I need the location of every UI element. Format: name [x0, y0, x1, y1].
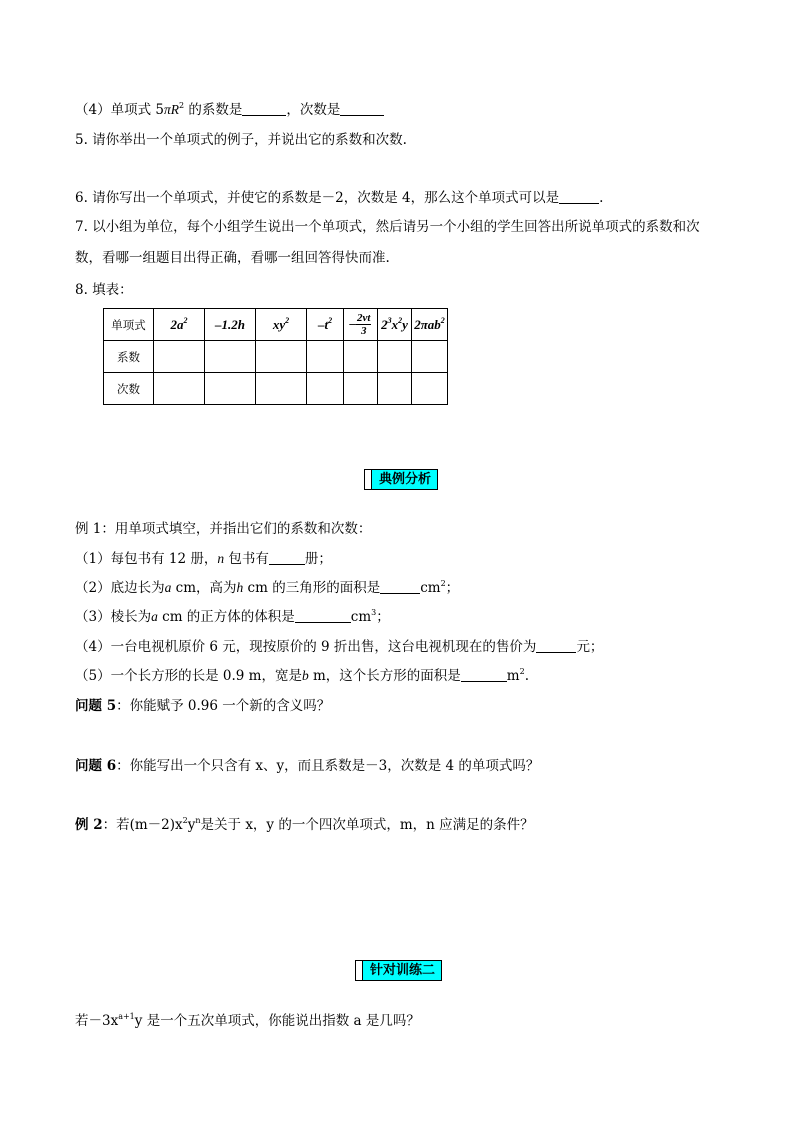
q4-mid: 的系数是: [188, 102, 243, 118]
row-label-degree: 次数: [104, 373, 154, 405]
cell-blank[interactable]: [256, 341, 307, 373]
example-1-part-5: （5）一个长方形的长是 0.9 m，宽是b m，这个长方形的面积是 $m^2$.: [75, 667, 529, 684]
ex1-p1-blank[interactable]: [269, 550, 305, 565]
q4-degree-blank[interactable]: [340, 101, 384, 116]
cell-blank[interactable]: [154, 341, 205, 373]
cell-blank[interactable]: [412, 341, 448, 373]
section-title-practice: 针对训练二: [355, 960, 442, 981]
problem-5: [75, 696, 330, 716]
cell-blank[interactable]: [344, 341, 378, 373]
cell-blank[interactable]: [412, 373, 448, 405]
cell-blank[interactable]: [378, 373, 412, 405]
question-7-line2: 数，看哪一组题目出得正确，看哪一组回答得快而准.: [75, 250, 390, 266]
example-2: 例 2：若$(m-2)x^2y^n$是关于 x，y 的一个四次单项式，m，n 应满足的条件？: [75, 816, 534, 833]
cell-blank[interactable]: [154, 373, 205, 405]
question-8: 8. 填表：: [75, 282, 133, 298]
q6-end: .: [599, 190, 604, 206]
problem-6-text: ：你能写出一个只含有 x、y，而且系数是－3，次数是 4 的单项式吗？: [116, 758, 540, 774]
practice-question: 若$-3x^{a+1}y$ 是一个五次单项式，你能说出指数 a 是几吗？: [75, 1012, 420, 1029]
q4-prefix: （4）单项式 5: [75, 102, 164, 118]
table-row-monomial: [104, 309, 448, 341]
q4-variable: R: [170, 102, 179, 117]
example-1-part-4: （4）一台电视机原价 6 元，现按原价的 9 折出售，这台电视机现在的售价为 元；: [75, 639, 604, 655]
cell-blank[interactable]: [307, 373, 344, 405]
cell-blank[interactable]: [378, 341, 412, 373]
q6-blank[interactable]: [559, 189, 599, 204]
example-1-part-1: （1）每包书有 12 册，n 包书有 册；: [75, 551, 332, 567]
cell-blank[interactable]: [344, 373, 378, 405]
row-label-coefficient: 系数: [104, 341, 154, 373]
pi-symbol: π: [163, 102, 171, 117]
ex1-p2-blank[interactable]: [380, 579, 420, 594]
question-7-line1: 7. 以小组为单位，每个小组学生说出一个单项式，然后请另一个小组的学生回答出所说单项式的系数和次: [75, 219, 700, 235]
cell-blank[interactable]: [205, 373, 256, 405]
example-2-label: 例 2: [75, 817, 103, 833]
fill-table: [103, 308, 448, 405]
cell-blank[interactable]: [205, 341, 256, 373]
cell-expr-6: $2^3x^2y$: [378, 309, 412, 341]
problem-6: [75, 756, 539, 776]
cell-blank[interactable]: [307, 341, 344, 373]
q4-coef-blank[interactable]: [242, 101, 286, 116]
ex1-p5-blank[interactable]: [461, 667, 507, 682]
table-row-coefficient: [104, 341, 448, 373]
example-1-title: 例 1：用单项式填空，并指出它们的系数和次数：: [75, 521, 372, 537]
cell-expr-7: 2πab$^2$: [412, 309, 448, 341]
question-6: [75, 188, 603, 208]
question-5: 5. 请你举出一个单项式的例子，并说出它的系数和次数.: [75, 132, 407, 148]
problem-6-label: 问题 6: [75, 758, 117, 774]
q4-sep: ，次数是: [286, 102, 341, 118]
question-4: [75, 100, 384, 120]
q6-text: 6. 请你写出一个单项式，并使它的系数是－2，次数是 4，那么这个单项式可以是: [75, 190, 560, 206]
cell-expr-2: –1.2h: [205, 309, 256, 341]
problem-5-text: ：你能赋予 0.96 一个新的含义吗？: [116, 698, 331, 714]
ex1-p3-blank[interactable]: [295, 608, 351, 623]
cell-expr-3: $xy^2$: [256, 309, 307, 341]
table-row-degree: [104, 373, 448, 405]
section-title-examples: 典例分析: [364, 469, 438, 490]
problem-5-label: 问题 5: [75, 698, 117, 714]
example-1-part-3: （3）棱长为a cm 的正方体的体积是 $cm^3$；: [75, 608, 390, 625]
example-1-part-2: （2）底边长为a cm，高为h cm 的三角形的面积是 $cm^2$；: [75, 579, 460, 596]
cell-expr-5: – $\frac{2vt}{3}$: [344, 309, 378, 341]
row-label-monomial: 单项式: [104, 309, 154, 341]
cell-expr-4: $-t^2$: [307, 309, 344, 341]
cell-blank[interactable]: [256, 373, 307, 405]
ex1-p4-blank[interactable]: [536, 638, 576, 653]
cell-expr-1: $2a^2$: [154, 309, 205, 341]
q4-exponent: 2: [179, 101, 185, 110]
